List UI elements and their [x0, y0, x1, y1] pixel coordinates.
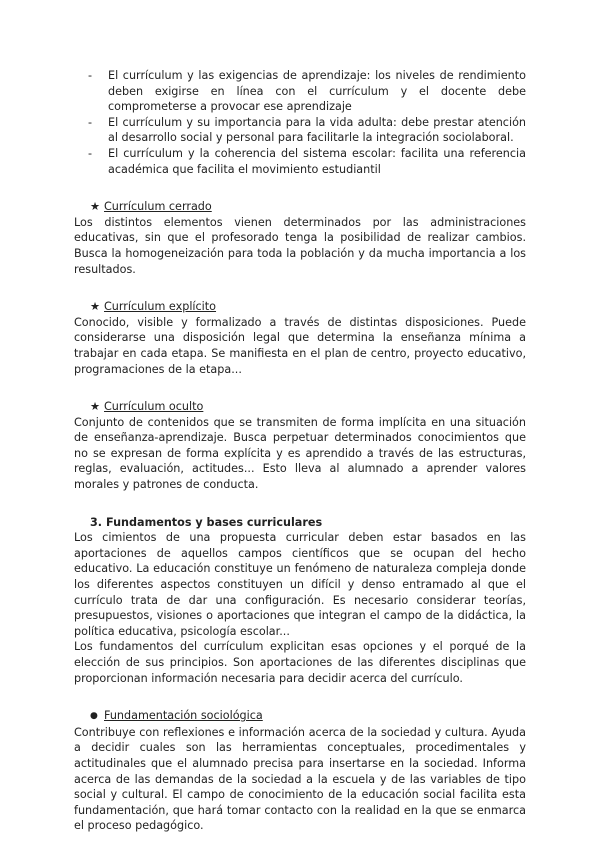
section-fundamentacion-sociologica [74, 708, 526, 834]
dash-icon: - [88, 146, 93, 160]
bullet-icon: ● [90, 711, 98, 722]
dash-icon: - [88, 115, 93, 129]
section-title: Currículum explícito [104, 300, 217, 314]
section-text: Conjunto de contenidos que se transmiten de forma implícita en una situación de enseñanza-aprendizaje. Busca perpetuar determinados conocimientos que no se expresan de forma explícita y es aprendido a través de las estructuras, reglas, evaluación, actitudes... Esto lleva al alumnado a aprender valores morales y patrones de conducta. [74, 415, 526, 492]
section-title: Currículum oculto [104, 400, 204, 414]
list-item-text: El currículum y su importancia para la vida adulta: debe prestar atención al desarrollo social y personal para facilitarle la integración sociolaboral. [108, 115, 526, 145]
list-item-text: El currículum y la coherencia del sistema escolar: facilita una referencia académica que facilita el movimiento estudiantil [108, 146, 526, 176]
section-text: Los distintos elementos vienen determinados por las administraciones educativas, sin que el profesorado tenga la posibilidad de realizar cambios. Busca la homogeneización para toda la población y da mucha importancia a los resultados. [74, 215, 526, 276]
numbered-heading [74, 515, 526, 531]
section-curriculum-explicito [74, 299, 526, 377]
section-title: Currículum cerrado [104, 200, 212, 214]
list-item [74, 146, 526, 177]
dash-icon: - [88, 69, 93, 82]
section-text: Contribuye con reflexiones e información acerca de la sociedad y cultura. Ayuda a decidir cuales son las herramientas conceptuales, procedimentales y actitudinales que el alumnado precisa para insertarse en la sociedad. Informa acerca de las demandas de la sociedad a la escuela y de las variables de tipo social y cultural. El campo de conocimiento de la educación social facilita esta fundamentación, que hará tomar contacto con la realidad en la que se enmarca el proceso pedagógico. [74, 725, 526, 833]
star-icon: ★ [90, 200, 101, 214]
list-item [74, 115, 526, 146]
section-curriculum-oculto [74, 399, 526, 493]
document-page [74, 68, 526, 856]
section-text: Los cimientos de una propuesta curricular deben estar basados en las aportaciones de aquellos campos científicos que se ocupan del hecho educativo. La educación constituye un fenómeno de naturaleza compleja donde los diferentes aspectos constituyen un difícil y denso entramado al que el currículo trata de dar una configuración. Es necesario considerar teorías, presupuestos, visiones o aportaciones que integran el campo de la didáctica, la política educativa, psicología escolar... [74, 531, 526, 638]
section-fundamentos [74, 515, 526, 687]
section-text: Los fundamentos del currículum explicitan esas opciones y el porqué de la elección de sus principios. Son aportaciones de las diferentes disciplinas que proporcionan información necesaria para decidir acerca del currículo. [74, 640, 526, 685]
intro-dash-list [74, 68, 526, 177]
list-item [74, 68, 526, 115]
section-heading [74, 708, 526, 725]
section-title: Fundamentación sociológica [104, 709, 263, 723]
star-icon: ★ [90, 300, 101, 314]
section-title: Fundamentos y bases curriculares [106, 515, 323, 529]
section-heading [74, 299, 526, 315]
section-curriculum-cerrado [74, 199, 526, 277]
section-text: Conocido, visible y formalizado a través de distintas disposiciones. Puede considerarse una disposición legal que determina la enseñanza mínima a trabajar en cada etapa. Se manifiesta en el plan de centro, proyecto educativo, programaciones de la etapa... [74, 315, 526, 376]
section-heading [74, 399, 526, 415]
list-item-text: El currículum y las exigencias de aprendizaje: los niveles de rendimiento deben exigirse en línea con el currículum y el docente debe comprometerse a provocar ese aprendizaje [108, 69, 526, 114]
section-heading [74, 199, 526, 215]
star-icon: ★ [90, 400, 101, 414]
heading-number: 3. [90, 515, 103, 529]
